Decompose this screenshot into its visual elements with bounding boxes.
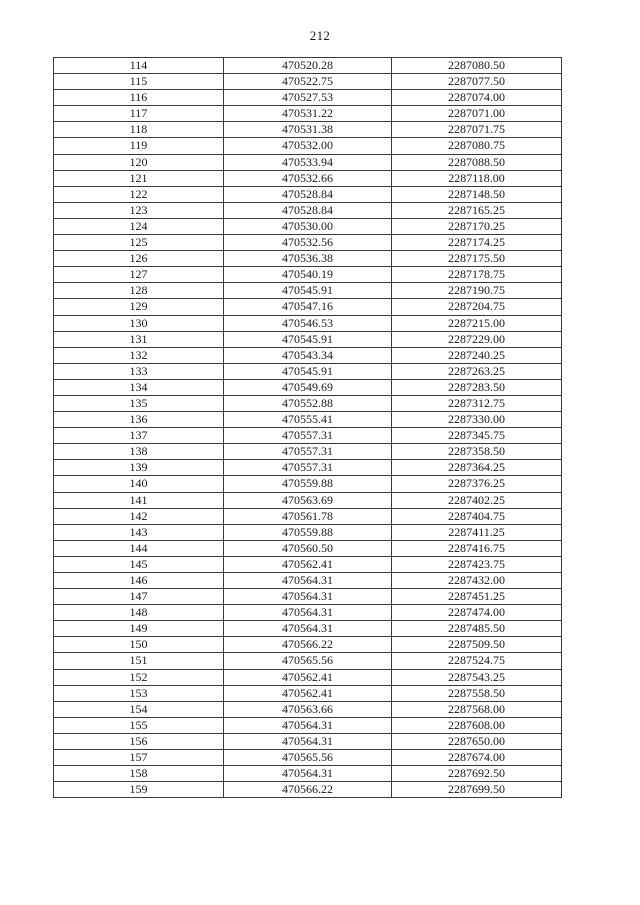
point-number-cell: 131 [54,331,224,347]
y-coordinate-cell: 2287674.00 [392,750,562,766]
point-number-cell: 123 [54,202,224,218]
y-coordinate-cell: 2287608.00 [392,717,562,733]
table-row [54,524,562,540]
x-coordinate-cell: 470566.22 [224,637,392,653]
table-row [54,267,562,283]
x-coordinate-cell: 470552.88 [224,395,392,411]
table-row [54,621,562,637]
y-coordinate-cell: 2287568.00 [392,701,562,717]
table-row [54,363,562,379]
y-coordinate-cell: 2287088.50 [392,154,562,170]
table-row [54,492,562,508]
x-coordinate-cell: 470562.41 [224,669,392,685]
x-coordinate-cell: 470547.16 [224,299,392,315]
x-coordinate-cell: 470532.00 [224,138,392,154]
point-number-cell: 146 [54,573,224,589]
x-coordinate-cell: 470560.50 [224,540,392,556]
table-row [54,637,562,653]
table-row [54,283,562,299]
point-number-cell: 117 [54,106,224,122]
point-number-cell: 137 [54,428,224,444]
y-coordinate-cell: 2287416.75 [392,540,562,556]
point-number-cell: 145 [54,556,224,572]
x-coordinate-cell: 470533.94 [224,154,392,170]
table-row [54,669,562,685]
table-row [54,766,562,782]
y-coordinate-cell: 2287165.25 [392,202,562,218]
y-coordinate-cell: 2287080.75 [392,138,562,154]
point-number-cell: 144 [54,540,224,556]
y-coordinate-cell: 2287074.00 [392,90,562,106]
point-number-cell: 141 [54,492,224,508]
y-coordinate-cell: 2287345.75 [392,428,562,444]
x-coordinate-cell: 470565.56 [224,750,392,766]
x-coordinate-cell: 470564.31 [224,717,392,733]
x-coordinate-cell: 470520.28 [224,58,392,74]
point-number-cell: 127 [54,267,224,283]
coordinate-table-body [54,58,562,798]
table-row [54,573,562,589]
x-coordinate-cell: 470555.41 [224,412,392,428]
y-coordinate-cell: 2287330.00 [392,412,562,428]
x-coordinate-cell: 470531.38 [224,122,392,138]
x-coordinate-cell: 470562.41 [224,556,392,572]
point-number-cell: 126 [54,251,224,267]
table-row [54,428,562,444]
x-coordinate-cell: 470559.88 [224,476,392,492]
x-coordinate-cell: 470522.75 [224,74,392,90]
point-number-cell: 139 [54,460,224,476]
y-coordinate-cell: 2287485.50 [392,621,562,637]
table-row [54,685,562,701]
point-number-cell: 122 [54,186,224,202]
table-row [54,299,562,315]
x-coordinate-cell: 470566.22 [224,782,392,798]
x-coordinate-cell: 470557.31 [224,428,392,444]
y-coordinate-cell: 2287509.50 [392,637,562,653]
x-coordinate-cell: 470564.31 [224,573,392,589]
table-row [54,653,562,669]
y-coordinate-cell: 2287474.00 [392,605,562,621]
x-coordinate-cell: 470564.31 [224,589,392,605]
table-row [54,395,562,411]
y-coordinate-cell: 2287071.00 [392,106,562,122]
x-coordinate-cell: 470532.66 [224,170,392,186]
point-number-cell: 143 [54,524,224,540]
table-row [54,733,562,749]
x-coordinate-cell: 470563.69 [224,492,392,508]
y-coordinate-cell: 2287170.25 [392,218,562,234]
y-coordinate-cell: 2287432.00 [392,573,562,589]
point-number-cell: 140 [54,476,224,492]
x-coordinate-cell: 470528.84 [224,186,392,202]
y-coordinate-cell: 2287229.00 [392,331,562,347]
y-coordinate-cell: 2287190.75 [392,283,562,299]
x-coordinate-cell: 470564.31 [224,733,392,749]
page-number: 212 [309,28,331,43]
table-row [54,556,562,572]
point-number-cell: 135 [54,395,224,411]
y-coordinate-cell: 2287524.75 [392,653,562,669]
y-coordinate-cell: 2287204.75 [392,299,562,315]
point-number-cell: 134 [54,379,224,395]
table-row [54,251,562,267]
y-coordinate-cell: 2287240.25 [392,347,562,363]
point-number-cell: 138 [54,444,224,460]
point-number-cell: 125 [54,235,224,251]
point-number-cell: 154 [54,701,224,717]
table-row [54,58,562,74]
table-row [54,379,562,395]
point-number-cell: 130 [54,315,224,331]
y-coordinate-cell: 2287650.00 [392,733,562,749]
y-coordinate-cell: 2287174.25 [392,235,562,251]
y-coordinate-cell: 2287178.75 [392,267,562,283]
y-coordinate-cell: 2287312.75 [392,395,562,411]
point-number-cell: 120 [54,154,224,170]
x-coordinate-cell: 470561.78 [224,508,392,524]
coordinate-table [53,57,562,798]
point-number-cell: 155 [54,717,224,733]
y-coordinate-cell: 2287263.25 [392,363,562,379]
point-number-cell: 148 [54,605,224,621]
point-number-cell: 136 [54,412,224,428]
y-coordinate-cell: 2287404.75 [392,508,562,524]
point-number-cell: 156 [54,733,224,749]
y-coordinate-cell: 2287283.50 [392,379,562,395]
x-coordinate-cell: 470543.34 [224,347,392,363]
point-number-cell: 158 [54,766,224,782]
point-number-cell: 152 [54,669,224,685]
point-number-cell: 132 [54,347,224,363]
table-row [54,90,562,106]
x-coordinate-cell: 470545.91 [224,331,392,347]
point-number-cell: 119 [54,138,224,154]
point-number-cell: 118 [54,122,224,138]
x-coordinate-cell: 470564.31 [224,621,392,637]
table-row [54,138,562,154]
table-row [54,74,562,90]
y-coordinate-cell: 2287077.50 [392,74,562,90]
point-number-cell: 157 [54,750,224,766]
table-row [54,476,562,492]
y-coordinate-cell: 2287080.50 [392,58,562,74]
y-coordinate-cell: 2287358.50 [392,444,562,460]
point-number-cell: 128 [54,283,224,299]
table-row [54,347,562,363]
point-number-cell: 149 [54,621,224,637]
table-row [54,122,562,138]
x-coordinate-cell: 470557.31 [224,444,392,460]
x-coordinate-cell: 470531.22 [224,106,392,122]
y-coordinate-cell: 2287558.50 [392,685,562,701]
y-coordinate-cell: 2287071.75 [392,122,562,138]
point-number-cell: 116 [54,90,224,106]
table-row [54,717,562,733]
x-coordinate-cell: 470565.56 [224,653,392,669]
point-number-cell: 153 [54,685,224,701]
y-coordinate-cell: 2287692.50 [392,766,562,782]
table-row [54,106,562,122]
table-row [54,170,562,186]
point-number-cell: 114 [54,58,224,74]
point-number-cell: 147 [54,589,224,605]
x-coordinate-cell: 470532.56 [224,235,392,251]
table-row [54,154,562,170]
x-coordinate-cell: 470562.41 [224,685,392,701]
y-coordinate-cell: 2287699.50 [392,782,562,798]
table-row [54,589,562,605]
y-coordinate-cell: 2287364.25 [392,460,562,476]
table-row [54,315,562,331]
y-coordinate-cell: 2287543.25 [392,669,562,685]
x-coordinate-cell: 470549.69 [224,379,392,395]
y-coordinate-cell: 2287148.50 [392,186,562,202]
x-coordinate-cell: 470545.91 [224,363,392,379]
x-coordinate-cell: 470536.38 [224,251,392,267]
table-row [54,605,562,621]
point-number-cell: 133 [54,363,224,379]
table-row [54,750,562,766]
table-row [54,460,562,476]
table-row [54,202,562,218]
point-number-cell: 150 [54,637,224,653]
table-row [54,412,562,428]
table-row [54,540,562,556]
y-coordinate-cell: 2287376.25 [392,476,562,492]
x-coordinate-cell: 470540.19 [224,267,392,283]
table-row [54,444,562,460]
x-coordinate-cell: 470563.66 [224,701,392,717]
x-coordinate-cell: 470564.31 [224,605,392,621]
y-coordinate-cell: 2287402.25 [392,492,562,508]
table-row [54,218,562,234]
x-coordinate-cell: 470546.53 [224,315,392,331]
y-coordinate-cell: 2287175.50 [392,251,562,267]
table-row [54,701,562,717]
y-coordinate-cell: 2287411.25 [392,524,562,540]
table-row [54,331,562,347]
table-row [54,508,562,524]
y-coordinate-cell: 2287118.00 [392,170,562,186]
x-coordinate-cell: 470528.84 [224,202,392,218]
x-coordinate-cell: 470527.53 [224,90,392,106]
x-coordinate-cell: 470545.91 [224,283,392,299]
x-coordinate-cell: 470559.88 [224,524,392,540]
table-row [54,782,562,798]
point-number-cell: 121 [54,170,224,186]
x-coordinate-cell: 470564.31 [224,766,392,782]
x-coordinate-cell: 470557.31 [224,460,392,476]
x-coordinate-cell: 470530.00 [224,218,392,234]
point-number-cell: 142 [54,508,224,524]
point-number-cell: 159 [54,782,224,798]
point-number-cell: 129 [54,299,224,315]
y-coordinate-cell: 2287451.25 [392,589,562,605]
point-number-cell: 124 [54,218,224,234]
table-row [54,186,562,202]
y-coordinate-cell: 2287423.75 [392,556,562,572]
y-coordinate-cell: 2287215.00 [392,315,562,331]
point-number-cell: 115 [54,74,224,90]
table-row [54,235,562,251]
point-number-cell: 151 [54,653,224,669]
